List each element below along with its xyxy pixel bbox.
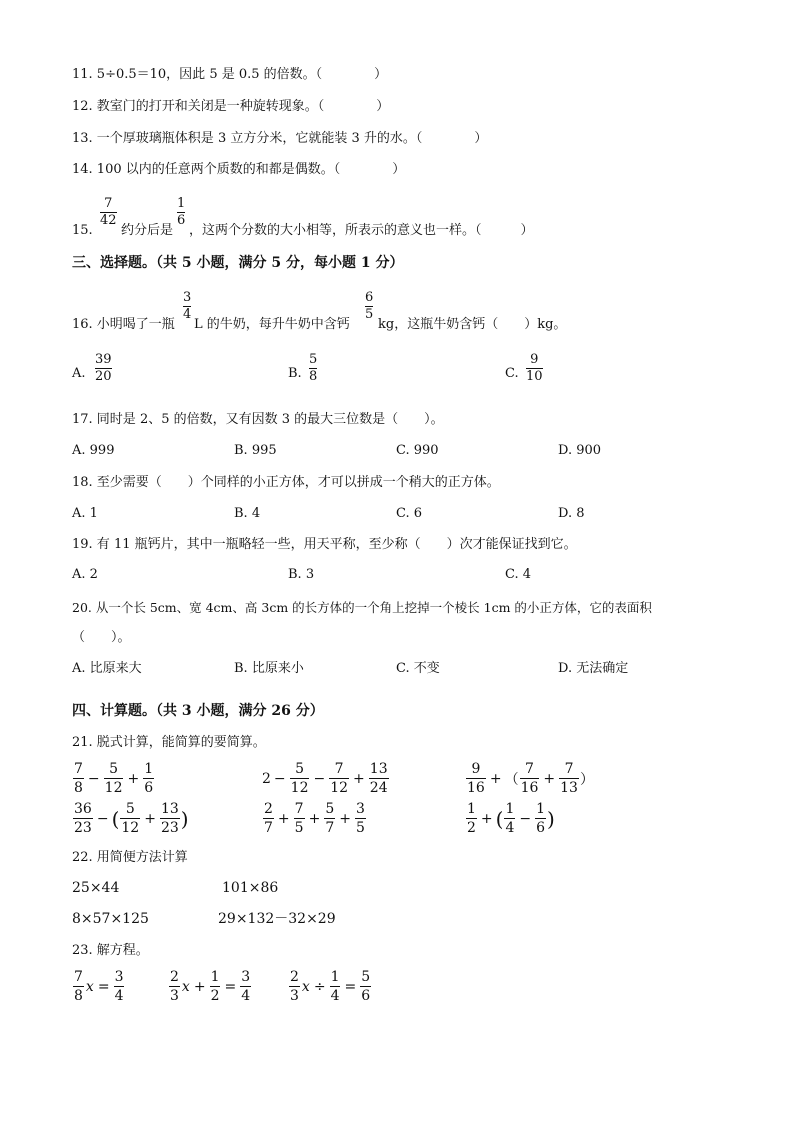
question-20-line-1: 20. 从一个长 5cm、宽 4cm、高 3cm 的长方体的一个角上挖掉一个棱长 1cm 的小正方体，它的表面积 bbox=[72, 600, 652, 615]
question-20-line-2: （ ）。 bbox=[72, 630, 131, 645]
q16-tail-text: kg，这瓶牛奶含钙（ ）kg。 bbox=[378, 317, 567, 332]
question-16-pre: 16. 小明喝了一瓶 bbox=[72, 317, 175, 332]
q21-expression-2: 2 − $\frac{5}{12}$ − $\frac{7}{12}$ + $\frac{13}{24}$ bbox=[262, 761, 388, 796]
q17-option-c: C. 990 bbox=[396, 443, 439, 458]
q22-item-2: 101×86 bbox=[222, 880, 279, 896]
question-17: 17. 同时是 2、5 的倍数，又有因数 3 的最大三位数是（ ）。 bbox=[72, 412, 444, 427]
question-12: 12. 教室门的打开和关闭是一种旋转现象。（ ） bbox=[72, 99, 390, 114]
section-4-heading: 四、计算题。（共 3 小题，满分 26 分） bbox=[72, 703, 324, 719]
q23-equation-3: $\frac{2}{3}$ x ÷ $\frac{1}{4}$ = $\frac{5}{6}$ bbox=[290, 969, 371, 1004]
section-3-heading: 三、选择题。（共 5 小题，满分 5 分，每小题 1 分） bbox=[72, 255, 404, 271]
q18-option-d: D. 8 bbox=[558, 506, 585, 521]
question-11: 11. 5÷0.5＝10，因此 5 是 0.5 的倍数。（ ） bbox=[72, 67, 388, 82]
q20-option-b: B. 比原来小 bbox=[234, 661, 304, 676]
question-13: 13. 一个厚玻璃瓶体积是 3 立方分米，它就能装 3 升的水。（ ） bbox=[72, 131, 488, 146]
question-23: 23. 解方程。 bbox=[72, 943, 149, 958]
q16-mid-text: L 的牛奶，每升牛奶中含钙 bbox=[194, 317, 350, 332]
q17-option-a: A. 999 bbox=[72, 443, 115, 458]
q17-option-b: B. 995 bbox=[234, 443, 277, 458]
q20-option-a: A. 比原来大 bbox=[72, 661, 142, 676]
q21-expression-6: $\frac{1}{2}$ + ( $\frac{1}{4}$ − $\frac{1}{6}$ ) bbox=[467, 801, 555, 836]
q19-option-b: B. 3 bbox=[288, 567, 315, 582]
q19-option-c: C. 4 bbox=[505, 567, 532, 582]
question-21: 21. 脱式计算，能简算的要简算。 bbox=[72, 735, 266, 750]
question-18: 18. 至少需要（ ）个同样的小正方体，才可以拼成一个稍大的正方体。 bbox=[72, 475, 500, 490]
q16-option-c-label: C. bbox=[505, 366, 519, 381]
q16-option-b-fraction: 5 8 bbox=[309, 352, 318, 384]
question-14: 14. 100 以内的任意两个质数的和都是偶数。（ ） bbox=[72, 162, 406, 177]
q15-fraction-2: 1 6 bbox=[177, 196, 186, 228]
q17-option-d: D. 900 bbox=[558, 443, 602, 458]
q16-option-a-label: A. bbox=[72, 366, 86, 381]
q18-option-c: C. 6 bbox=[396, 506, 423, 521]
q23-equation-2: $\frac{2}{3}$ x + $\frac{1}{2}$ = $\frac{3}{4}$ bbox=[170, 969, 251, 1004]
q20-option-c: C. 不变 bbox=[396, 661, 440, 676]
q15-mid-text: 约分后是 bbox=[121, 223, 174, 238]
q16-option-b-label: B. bbox=[288, 366, 302, 381]
q16-option-c-fraction: 9 10 bbox=[526, 352, 543, 384]
q15-fraction-1: 7 42 bbox=[100, 196, 117, 228]
question-15-number: 15. bbox=[72, 223, 93, 238]
q22-item-3: 8×57×125 bbox=[72, 911, 149, 927]
q16-fraction-1: 3 4 bbox=[183, 290, 192, 322]
q21-expression-4: $\frac{36}{23}$ − ( $\frac{5}{12}$ + $\frac{13}{23}$ ) bbox=[74, 801, 189, 836]
question-22: 22. 用简便方法计算 bbox=[72, 850, 188, 865]
q15-tail-text: ，这两个分数的大小相等，所表示的意义也一样。（ ） bbox=[189, 223, 534, 238]
q21-expression-5: $\frac{2}{7}$ + $\frac{7}{5}$ + $\frac{5}{7}$ + $\frac{3}{5}$ bbox=[264, 801, 365, 836]
q18-option-a: A. 1 bbox=[72, 506, 98, 521]
q22-item-4: 29×132－32×29 bbox=[218, 911, 336, 927]
q20-option-d: D. 无法确定 bbox=[558, 661, 629, 676]
q16-option-a-fraction: 39 20 bbox=[95, 352, 112, 384]
q23-equation-1: $\frac{7}{8}$ x = $\frac{3}{4}$ bbox=[74, 969, 124, 1004]
q22-item-1: 25×44 bbox=[72, 880, 120, 896]
q19-option-a: A. 2 bbox=[72, 567, 98, 582]
q21-expression-3: $\frac{9}{16}$ + （ $\frac{7}{16}$ + $\frac{7}{13}$ ） bbox=[467, 761, 594, 796]
q21-expression-1: $\frac{7}{8}$ − $\frac{5}{12}$ + $\frac{1}{6}$ bbox=[74, 761, 154, 796]
q18-option-b: B. 4 bbox=[234, 506, 261, 521]
question-19: 19. 有 11 瓶钙片，其中一瓶略轻一些，用天平称，至少称（ ）次才能保证找到它。 bbox=[72, 537, 577, 552]
q16-fraction-2: 6 5 bbox=[365, 290, 374, 322]
